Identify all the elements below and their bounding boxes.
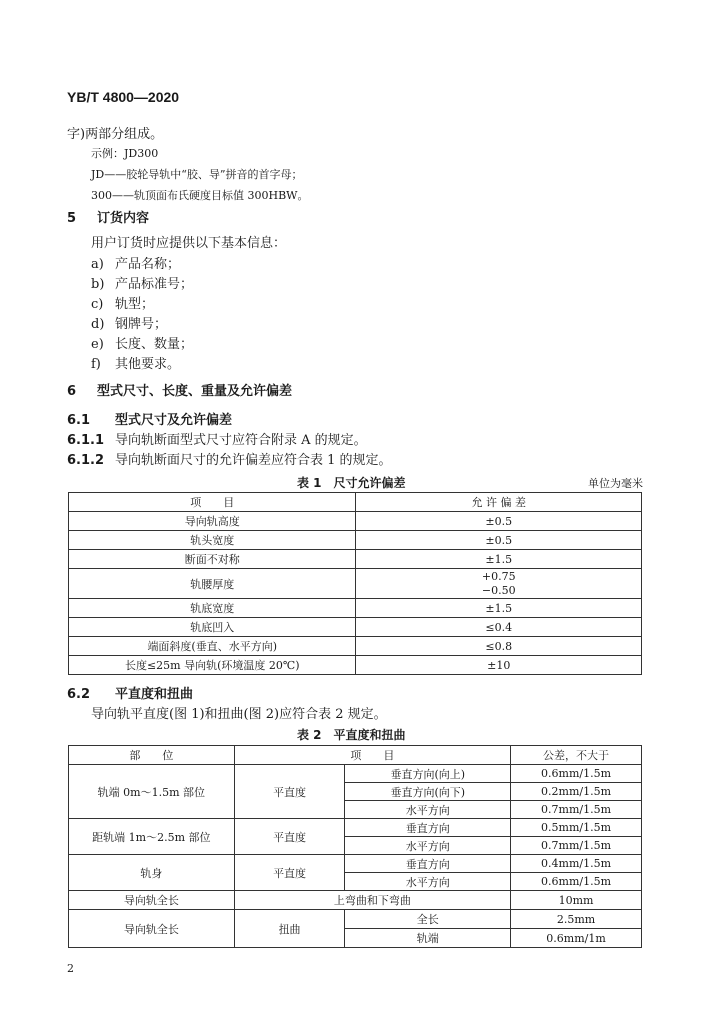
table-header: 项 目 xyxy=(234,746,510,765)
clause-6-1-1 xyxy=(67,429,367,448)
table-1 xyxy=(68,492,642,675)
clause-text: 导向轨断面型式尺寸应符合附录 A 的规定。 xyxy=(115,433,367,448)
list-letter: b) xyxy=(91,277,105,292)
continuation-text: 字)两部分组成。 xyxy=(67,127,164,142)
tolerance-cell: 0.5mm/1.5m xyxy=(511,819,642,837)
table-cell: 轨底凹入 xyxy=(69,618,356,637)
table-cell: 长度≤25m 导向轨(环境温度 20℃) xyxy=(69,656,356,675)
list-item xyxy=(91,273,193,292)
section-title: 型式尺寸及允许偏差 xyxy=(115,413,233,428)
table-cell: ±1.5 xyxy=(356,599,642,618)
table-2 xyxy=(68,745,642,948)
table-cell: 断面不对称 xyxy=(69,550,356,569)
section-6-2-heading xyxy=(67,683,193,702)
section-5-heading xyxy=(67,207,149,226)
table-cell: ±0.5 xyxy=(356,531,642,550)
section-number: 6 xyxy=(67,384,77,399)
table-header: 项 目 xyxy=(69,493,356,512)
list-letter: c) xyxy=(91,297,104,312)
direction-cell: 垂直方向 xyxy=(345,819,511,837)
table-cell: 轨头宽度 xyxy=(69,531,356,550)
tolerance-cell: 0.6mm/1m xyxy=(511,929,642,948)
list-text: 钢牌号； xyxy=(115,317,168,332)
direction-cell: 水平方向 xyxy=(345,837,511,855)
tolerance-cell: 0.7mm/1.5m xyxy=(511,801,642,819)
clause-6-1-2 xyxy=(67,449,392,468)
part-cell: 轨身 xyxy=(69,855,235,891)
section-6-heading xyxy=(67,380,292,399)
table-header: 公差，不大于 xyxy=(511,746,642,765)
tolerance-cell: 10mm xyxy=(511,891,642,910)
part-cell: 轨端 0m～1.5m 部位 xyxy=(69,765,235,819)
list-text: 轨型； xyxy=(115,297,155,312)
list-item xyxy=(91,293,154,312)
tolerance-cell: 0.4mm/1.5m xyxy=(511,855,642,873)
table-cell: 端面斜度(垂直、水平方向) xyxy=(69,637,356,656)
tolerance-cell: 0.7mm/1.5m xyxy=(511,837,642,855)
direction-cell: 垂直方向 xyxy=(345,855,511,873)
table-cell: 轨腰厚度 xyxy=(69,569,356,599)
section-number: 6.2 xyxy=(67,687,91,702)
list-item xyxy=(91,253,180,272)
item-cell: 平直度 xyxy=(234,819,345,855)
list-text: 产品标准号； xyxy=(115,277,194,292)
list-text: 长度、数量； xyxy=(115,337,194,352)
part-cell: 距轨端 1m～2.5m 部位 xyxy=(69,819,235,855)
direction-cell: 全长 xyxy=(345,910,511,929)
document-code-header: YB/T 4800—2020 xyxy=(67,89,180,105)
section-number: 6.1 xyxy=(67,413,91,428)
table-header: 允 许 偏 差 xyxy=(356,493,642,512)
page-number: 2 xyxy=(67,962,74,975)
clause-number: 6.1.1 xyxy=(67,433,105,448)
section-title: 平直度和扭曲 xyxy=(115,687,194,702)
list-item xyxy=(91,353,180,372)
section-number: 5 xyxy=(67,211,77,226)
upper-deviation: +0.75 xyxy=(481,569,516,583)
example-300: 300——轨顶面布氏硬度目标值 300HBW。 xyxy=(91,189,309,202)
example-jd: JD——胶轮导轨中“胶、导”拼音的首字母； xyxy=(91,168,303,181)
tolerance-cell: 0.6mm/1.5m xyxy=(511,873,642,891)
part-cell: 导向轨全长 xyxy=(69,910,235,948)
list-letter: f) xyxy=(91,357,101,372)
item-cell: 扭曲 xyxy=(234,910,345,948)
list-item xyxy=(91,313,167,332)
section-6-1-heading xyxy=(67,409,232,428)
table-2-caption: 表 2 平直度和扭曲 xyxy=(297,728,406,742)
list-letter: a) xyxy=(91,257,104,272)
table-header: 部 位 xyxy=(69,746,235,765)
direction-cell: 垂直方向(向下) xyxy=(345,783,511,801)
section-title: 型式尺寸、长度、重量及允许偏差 xyxy=(97,384,293,399)
item-cell: 平直度 xyxy=(234,855,345,891)
lower-deviation: −0.50 xyxy=(481,583,516,597)
list-item xyxy=(91,333,193,352)
tolerance-cell: 0.6mm/1.5m xyxy=(511,765,642,783)
section-5-lead: 用户订货时应提供以下基本信息： xyxy=(91,236,287,251)
table-1-unit: 单位为毫米 xyxy=(588,477,643,490)
direction-cell: 水平方向 xyxy=(345,873,511,891)
table-cell: 导向轨高度 xyxy=(69,512,356,531)
table-cell: ±1.5 xyxy=(356,550,642,569)
list-text: 产品名称； xyxy=(115,257,181,272)
tolerance-cell: 0.2mm/1.5m xyxy=(511,783,642,801)
table-cell: ≤0.8 xyxy=(356,637,642,656)
direction-cell: 水平方向 xyxy=(345,801,511,819)
clause-number: 6.1.2 xyxy=(67,453,105,468)
table-cell: 轨底宽度 xyxy=(69,599,356,618)
section-title: 订货内容 xyxy=(97,211,150,226)
table-cell xyxy=(356,569,642,599)
list-text: 其他要求。 xyxy=(115,357,181,372)
part-cell: 导向轨全长 xyxy=(69,891,235,910)
direction-cell: 垂直方向(向上) xyxy=(345,765,511,783)
tolerance-cell: 2.5mm xyxy=(511,910,642,929)
table-cell: ≤0.4 xyxy=(356,618,642,637)
table-1-caption: 表 1 尺寸允许偏差 xyxy=(297,476,406,490)
direction-cell: 轨端 xyxy=(345,929,511,948)
section-6-2-text: 导向轨平直度(图 1)和扭曲(图 2)应符合表 2 规定。 xyxy=(91,707,387,722)
list-letter: e) xyxy=(91,337,104,352)
item-cell: 平直度 xyxy=(234,765,345,819)
clause-text: 导向轨断面尺寸的允许偏差应符合表 1 的规定。 xyxy=(115,453,392,468)
item-cell: 上弯曲和下弯曲 xyxy=(234,891,510,910)
table-cell: ±10 xyxy=(356,656,642,675)
example-label: 示例：JD300 xyxy=(91,147,159,160)
list-letter: d) xyxy=(91,317,105,332)
table-cell: ±0.5 xyxy=(356,512,642,531)
